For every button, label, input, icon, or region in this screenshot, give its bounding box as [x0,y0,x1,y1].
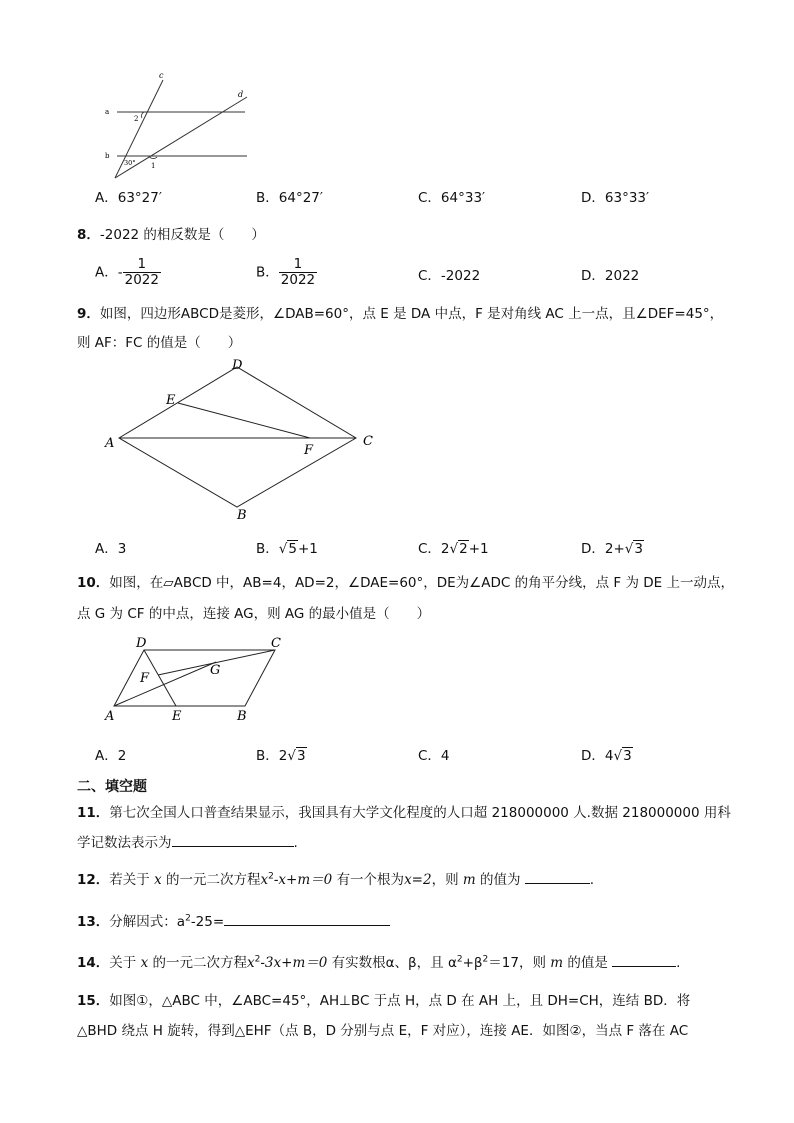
figure-q7 [95,72,255,187]
label-d: D [232,358,243,373]
label-c: C [363,434,373,449]
q7-option-b[interactable]: B．64°27′ [256,190,323,206]
q11-answer-blank[interactable] [172,832,294,847]
superscript: 2 [254,954,261,965]
figure-q9-rhombus [100,356,390,526]
q11-number: 11． [77,805,110,821]
q9-option-d-prefix: D．2+ [581,541,625,557]
label-d: D [136,636,147,651]
label-2: 2 [134,115,139,123]
q15-number: 15． [77,993,110,1009]
q10-option-d[interactable] [581,744,633,764]
radicand: 2 [459,541,468,557]
q14-text: +β [462,955,483,971]
q9-option-c-sqrt: √2 [449,541,468,557]
superscript: 2 [268,871,274,882]
q12-text: 有一个根为 [336,872,405,888]
q14-stem [77,951,680,971]
q13-stem [77,910,390,930]
section-title-fill-in: 二、填空题 [77,779,147,795]
var-x: x [247,955,255,971]
q14-text: 有实数根α、β，且 α [331,955,457,971]
q9-option-d[interactable] [581,537,644,557]
q15-line1 [77,989,690,1009]
label-c: C [271,636,281,651]
var-x: x [140,955,149,971]
q11-line2 [77,831,298,851]
numerator: 1 [123,257,161,273]
q14-text: 的值是 [567,955,608,971]
q10-option-d-prefix: D．4 [581,748,614,764]
q13-text: 分解因式：a [109,914,186,930]
label-b: B [237,709,247,724]
q12-text: ，则 [431,872,459,888]
q9-option-b-suffix: +1 [297,541,318,557]
q11-line1 [77,801,731,821]
q10-stem-line2: 点 G 为 CF 的中点，连接 AG，则 AG 的最小值是（ ） [77,606,431,622]
radicand: 3 [623,748,632,764]
segment-ef [178,403,310,438]
equation: -x+m＝0 [273,872,333,888]
q11-text2: 学记数法表示为 [77,835,172,851]
q8-option-b-prefix: B． [256,264,279,281]
var-m: m [550,955,564,971]
q9-option-d-sqrt: √3 [624,541,643,557]
label-a: A [105,709,115,724]
label-a: a [105,108,110,116]
q8-option-b-fraction [279,257,317,288]
parallelogram-abcd [114,650,275,706]
q12-number: 12． [77,872,110,888]
label-d: d [238,90,244,99]
q10-number: 10． [77,575,110,591]
q10-stem-line1 [77,571,734,591]
radicand: 5 [288,541,297,557]
q13-answer-blank[interactable] [224,911,390,926]
label-e: E [172,709,182,724]
denominator: 2022 [124,272,159,288]
q13-number: 13． [77,914,110,930]
q14-text: 的一元二次方程 [152,955,248,971]
q15-line2: △BHD 绕点 H 旋转，得到△EHF（点 B，D 分别与点 E，F 对应），连接 AE．如图②，当点 F 落在 AC [77,1023,689,1039]
q15-text1: 如图①，△ABC 中，∠ABC=45°，AH⊥BC 于点 H，点 D 在 AH 上，且 DH=CH，连结 BD．将 [109,993,691,1009]
label-b: B [237,508,247,523]
q14-text: 关于 [109,955,137,971]
q11-period: . [293,835,298,851]
q14-text: ＝17，则 [488,955,546,971]
q8-number: 8． [77,227,100,243]
label-1: 1 [151,162,156,170]
label-f: F [140,671,150,686]
label-a: A [105,436,115,451]
q9-option-c-suffix: +1 [468,541,489,557]
q8-text: -2022 的相反数是（ ） [99,227,265,243]
q12-stem [77,868,594,888]
q10-text1: 如图，在▱ABCD 中，AB=4，AD=2，∠DAE=60°，DE为∠ADC 的角平分线，点 F 为 DE 上一动点， [109,575,734,591]
label-30: 30° [124,159,136,167]
label-f: F [304,443,314,458]
q10-option-b-prefix: B．2 [256,748,288,764]
q9-option-a[interactable]: A．3 [95,541,127,557]
figure-q10-parallelogram [100,633,300,728]
q9-option-b-sqrt: √5 [278,541,297,557]
q11-text1: 第七次全国人口普查结果显示，我国具有大学文化程度的人口超 218000000 人.数据 218000000 用科 [109,805,731,821]
q9-option-b[interactable] [256,537,318,557]
denominator: 2022 [280,272,316,288]
q9-option-c[interactable] [418,537,489,557]
q10-option-b-sqrt: √3 [287,748,306,764]
q9-stem-line1 [77,302,723,322]
label-c: c [159,71,164,80]
superscript: 2 [185,913,191,924]
q14-period: . [676,955,681,971]
q7-option-d[interactable]: D．63°33′ [581,190,650,206]
label-b: b [105,152,110,160]
q12-period: . [589,872,595,888]
q9-option-b-prefix: B． [256,541,279,557]
q8-option-a[interactable] [95,257,161,288]
label-g: G [210,663,221,678]
superscript: 2 [482,954,489,965]
q10-option-a[interactable]: A．2 [95,748,127,764]
segment-ag [114,662,216,706]
q8-option-b[interactable] [256,257,317,288]
rhombus-abcd [119,367,356,507]
q10-option-d-sqrt: √3 [613,748,632,764]
q10-option-c[interactable]: C．4 [418,748,450,764]
q8-option-d[interactable]: D．2022 [581,268,640,284]
q13-text: -25= [190,914,225,930]
q9-number: 9． [77,306,100,322]
numerator: 1 [279,257,317,273]
q14-number: 14． [77,955,110,971]
q12-answer-blank[interactable] [525,869,590,884]
q8-option-a-prefix: A．- [95,264,123,281]
q12-text: 的值为 [479,872,521,888]
q8-stem [77,223,265,243]
q12-text: 的一元二次方程 [166,872,261,888]
q12-text: 若关于 [109,872,150,888]
q8-option-a-fraction [123,257,161,288]
q9-option-c-prefix: C．2 [418,541,450,557]
radicand: 3 [634,541,643,557]
q10-option-b[interactable] [256,744,307,764]
radicand: 3 [296,748,306,764]
label-e: E [166,393,176,408]
root-value: x=2 [404,872,432,888]
q8-option-c[interactable]: C．-2022 [418,268,481,284]
q14-answer-blank[interactable] [612,952,676,967]
var-x: x [154,872,162,888]
q9-text1: 如图，四边形ABCD是菱形，∠DAB=60°，点 E 是 DA 中点，F 是对角线 AC 上一点，且∠DEF=45°， [99,306,724,322]
superscript: 2 [456,954,463,965]
equation: -3x+m＝0 [260,955,328,971]
var-x: x [260,872,269,888]
var-m: m [462,872,476,888]
q7-option-a[interactable]: A．63°27′ [95,190,162,206]
q9-stem-line2: 则 AF：FC 的值是（ ） [77,335,242,351]
q7-option-c[interactable]: C．64°33′ [418,190,486,206]
